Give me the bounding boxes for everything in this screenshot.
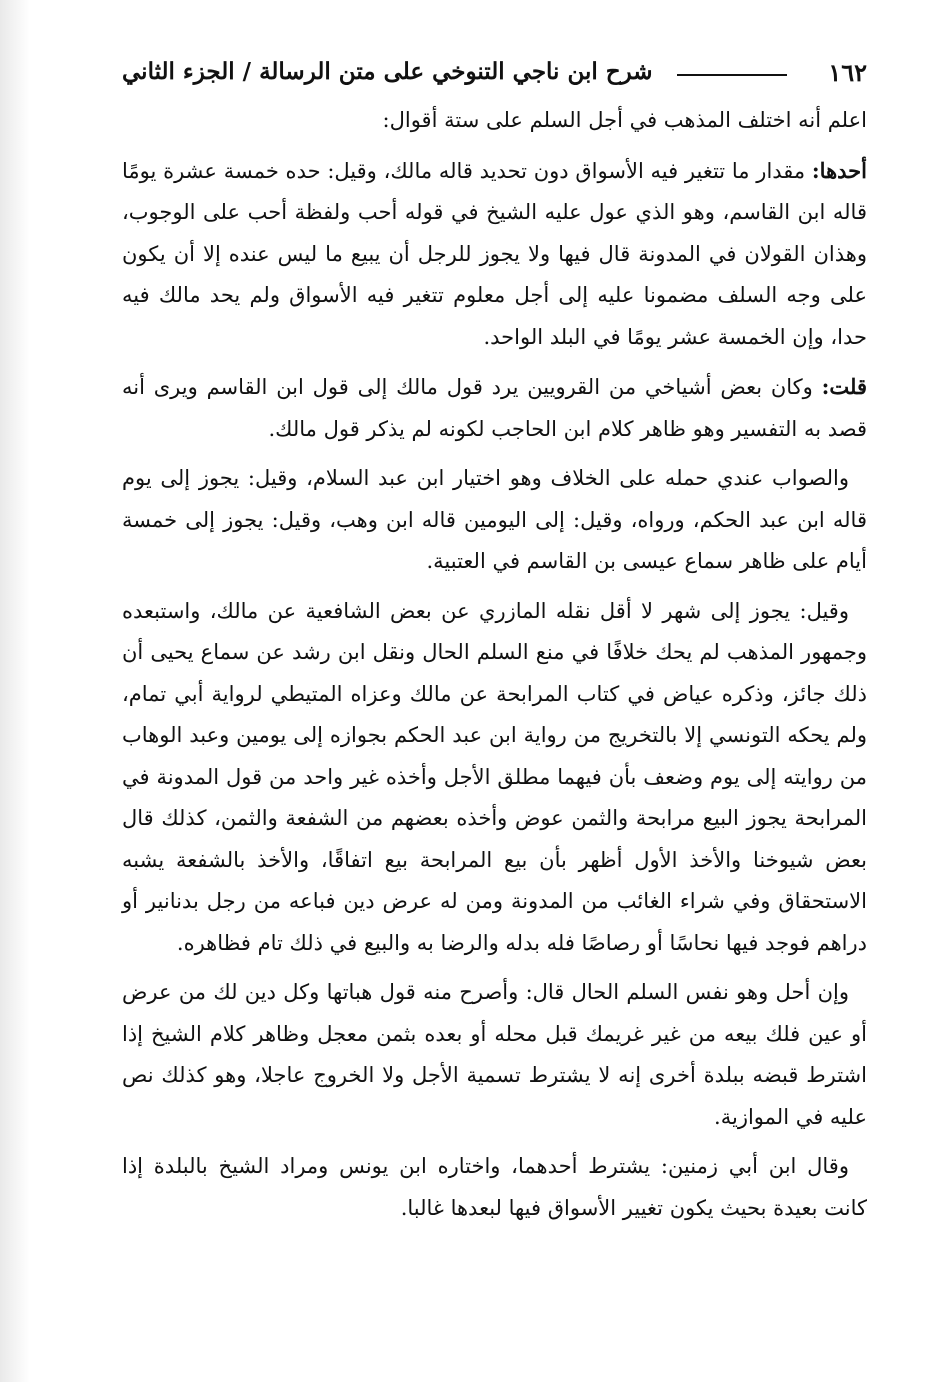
main-text — [122, 100, 867, 1237]
running-title: شرح ابن ناجي التنوخي على متن الرسالة / الجزء الثاني — [122, 58, 653, 85]
header-rule — [677, 74, 787, 76]
paragraph-preferred-view — [122, 458, 867, 583]
paragraph-first-opinion — [122, 150, 867, 359]
paragraph-text: وقيل: يجوز إلى شهر لا أقل نقله المازري عن بعض الشافعية عن مالك، واستبعده وجمهور المذهب لم يحك خلافًا في منع السلم الحال ونقل ابن رشد عن سماع يحيى أن ذلك جائز، وذكره عياض في كتاب المرابحة عن مالك وعزاه المتيطي لرواية أبي تمام، ولم يحكه التونسي إلا بالتخريج من رواية ابن عبد الحكم بجوازه إلى يومين وعبد الوهاب من روايته إلى يوم وضعف بأن فيهما مطلق الأجل وأخذه غير واحد من قول المدونة في المرابحة يجوز البيع مرابحة والثمن عوض وأخذه بعضهم من الشفعة والثمن، كذلك قال بعض شيوخنا والأخذ الأول أظهر بأن بيع المرابحة بيع اتفاقًا، والأخذ بالشفعة يشبه الاستحقاق وفي شراء الغائب من المدونة ومن له عرض دين فباعه من رجل بدنانير أو دراهم فوجد فيها نحاسًا أو رصاصًا فله بدله والرضا به والبيع في ذلك تام فظاهره. — [122, 598, 867, 955]
paragraph-text: وكان بعض أشياخي من القرويين يرد قول مالك إلى قول ابن القاسم ويرى أنه قصد به التفسير وهو ظاهر كلام ابن الحاجب لكونه لم يذكر قول مالك. — [122, 375, 867, 441]
paragraph-lead-word: أحدها: — [811, 157, 867, 183]
paragraph-text: وإن أحل وهو نفس السلم الحال قال: وأصرح منه قول هباتها وكل دين لك من عرض أو عين فلك بيعه من غير غريمك قبل محله أو بعده بثمن معجل وظاهر كلام الشيخ إذا اشترط قبضه ببلدة أخرى إنه لا يشترط تسمية الأجل ولا الخروج عاجلا، وهو كذلك نص عليه في الموازية. — [122, 980, 867, 1129]
page-number: ١٦٢ — [828, 58, 867, 87]
page-header — [122, 56, 867, 96]
paragraph-ibn-abi-zamanin — [122, 1146, 867, 1229]
paragraph-lead-word: قلت: — [821, 374, 867, 399]
paragraph-intro — [122, 100, 867, 142]
paragraph-text: والصواب عندي حمله على الخلاف وهو اختيار ابن عبد السلام، وقيل: يجوز إلى يوم قاله ابن عبد الحكم، ورواه، وقيل: إلى اليومين قاله ابن وهب، وقيل: يجوز إلى خمسة أيام على ظاهر سماع عيسى بن القاسم في العتبية. — [122, 466, 867, 573]
paragraph-qultu — [122, 366, 867, 450]
paragraph-text: مقدار ما تتغير فيه الأسواق دون تحديد قاله مالك، وقيل: حده خمسة عشرة يومًا قاله ابن القاسم، وهو الذي عول عليه الشيخ في قوله أحب ولفظة أحب على الوجوب، وهذان القولان في المدونة قال فيها ولا يجوز للرجل أن يبيع ما ليس عنده إلا أن يكون على وجه السلف مضمونا عليه إلى أجل معلوم تتغير فيه الأسواق ولم يحد مالك فيه حدا، وإن الخمسة عشر يومًا في البلد الواحد. — [122, 158, 867, 349]
paragraph-text: وقال ابن أبي زمنين: يشترط أحدهما، واختاره ابن يونس ومراد الشيخ بالبلدة إذا كانت بعيدة بحيث يكون تغيير الأسواق فيها لبعدها غالبا. — [122, 1154, 867, 1220]
paragraph-text: اعلم أنه اختلف المذهب في أجل السلم على ستة أقوال: — [382, 108, 867, 132]
page-gutter-shadow — [0, 0, 30, 1382]
paragraph-immediate-salam — [122, 972, 867, 1138]
paragraph-one-month — [122, 591, 867, 965]
